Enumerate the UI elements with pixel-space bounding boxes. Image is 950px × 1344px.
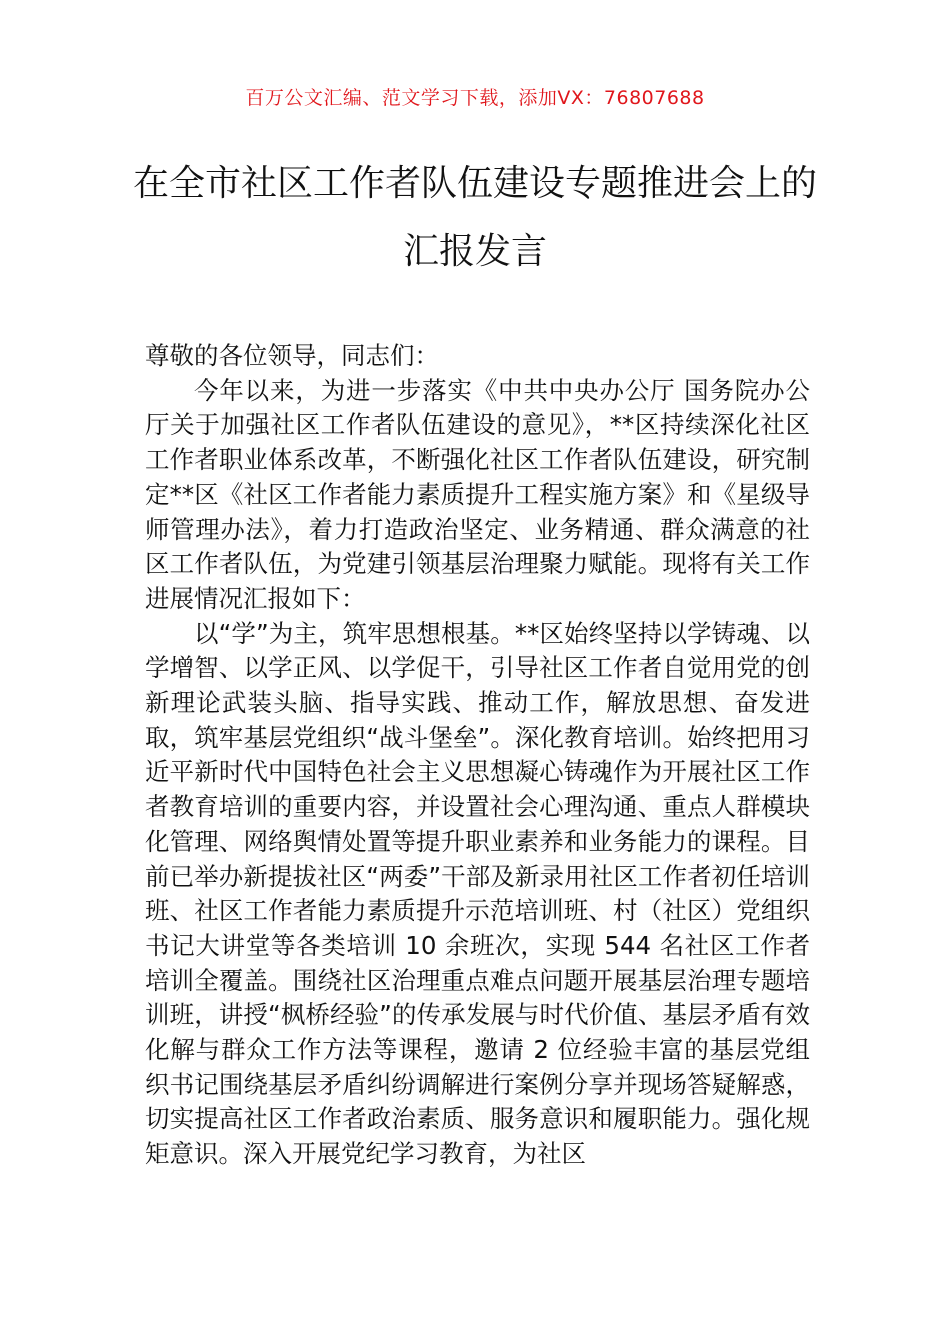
promo-banner: 百万公文汇编、范文学习下载，添加VX：76807688	[245, 87, 705, 109]
document-body	[145, 339, 810, 1172]
paragraph-intro: 今年以来，为进一步落实《中共中央办公厅 国务院办公厅关于加强社区工作者队伍建设的意见》，**区持续深化社区工作者职业体系改革，不断强化社区工作者队伍建设，研究制定**区《社区工作者能力素质提升工程实施方案》和《星级导师管理办法》，着力打造政治坚定、业务精通、群众满意的社区工作者队伍，为党建引领基层治理聚力赋能。现将有关工作进展情况汇报如下：	[145, 375, 810, 613]
salutation: 尊敬的各位领导，同志们：	[145, 341, 439, 370]
document-title: 在全市社区工作者队伍建设专题推进会上的汇报发言	[132, 163, 817, 272]
paragraph-study: 以“学”为主，筑牢思想根基。**区始终坚持以学铸魂、以学增智、以学正风、以学促干，引导社区工作者自觉用党的创新理论武装头脑、指导实践、推动工作，解放思想、奋发进取，筑牢基层党组织“战斗堡垒”。深化教育培训。始终把用习近平新时代中国特色社会主义思想凝心铸魂作为开展社区工作者教育培训的重要内容，并设置社会心理沟通、重点人群模块化管理、网络舆情处置等提升职业素养和业务能力的课程。目前已举办新提拔社区“两委”干部及新录用社区工作者初任培训班、社区工作者能力素质提升示范培训班、村（社区）党组织书记大讲堂等各类培训 10 余班次，实现 544 名社区工作者培训全覆盖。围绕社区治理重点难点问题开展基层治理专题培训班，讲授“枫桥经验”的传承发展与时代价值、基层矛盾有效化解与群众工作方法等课程，邀请 2 位经验丰富的基层党组织书记围绕基层矛盾纠纷调解进行案例分享并现场答疑解惑，切实提高社区工作者政治素质、服务意识和履职能力。强化规矩意识。深入开展党纪学习教育，为社区	[145, 618, 810, 1169]
